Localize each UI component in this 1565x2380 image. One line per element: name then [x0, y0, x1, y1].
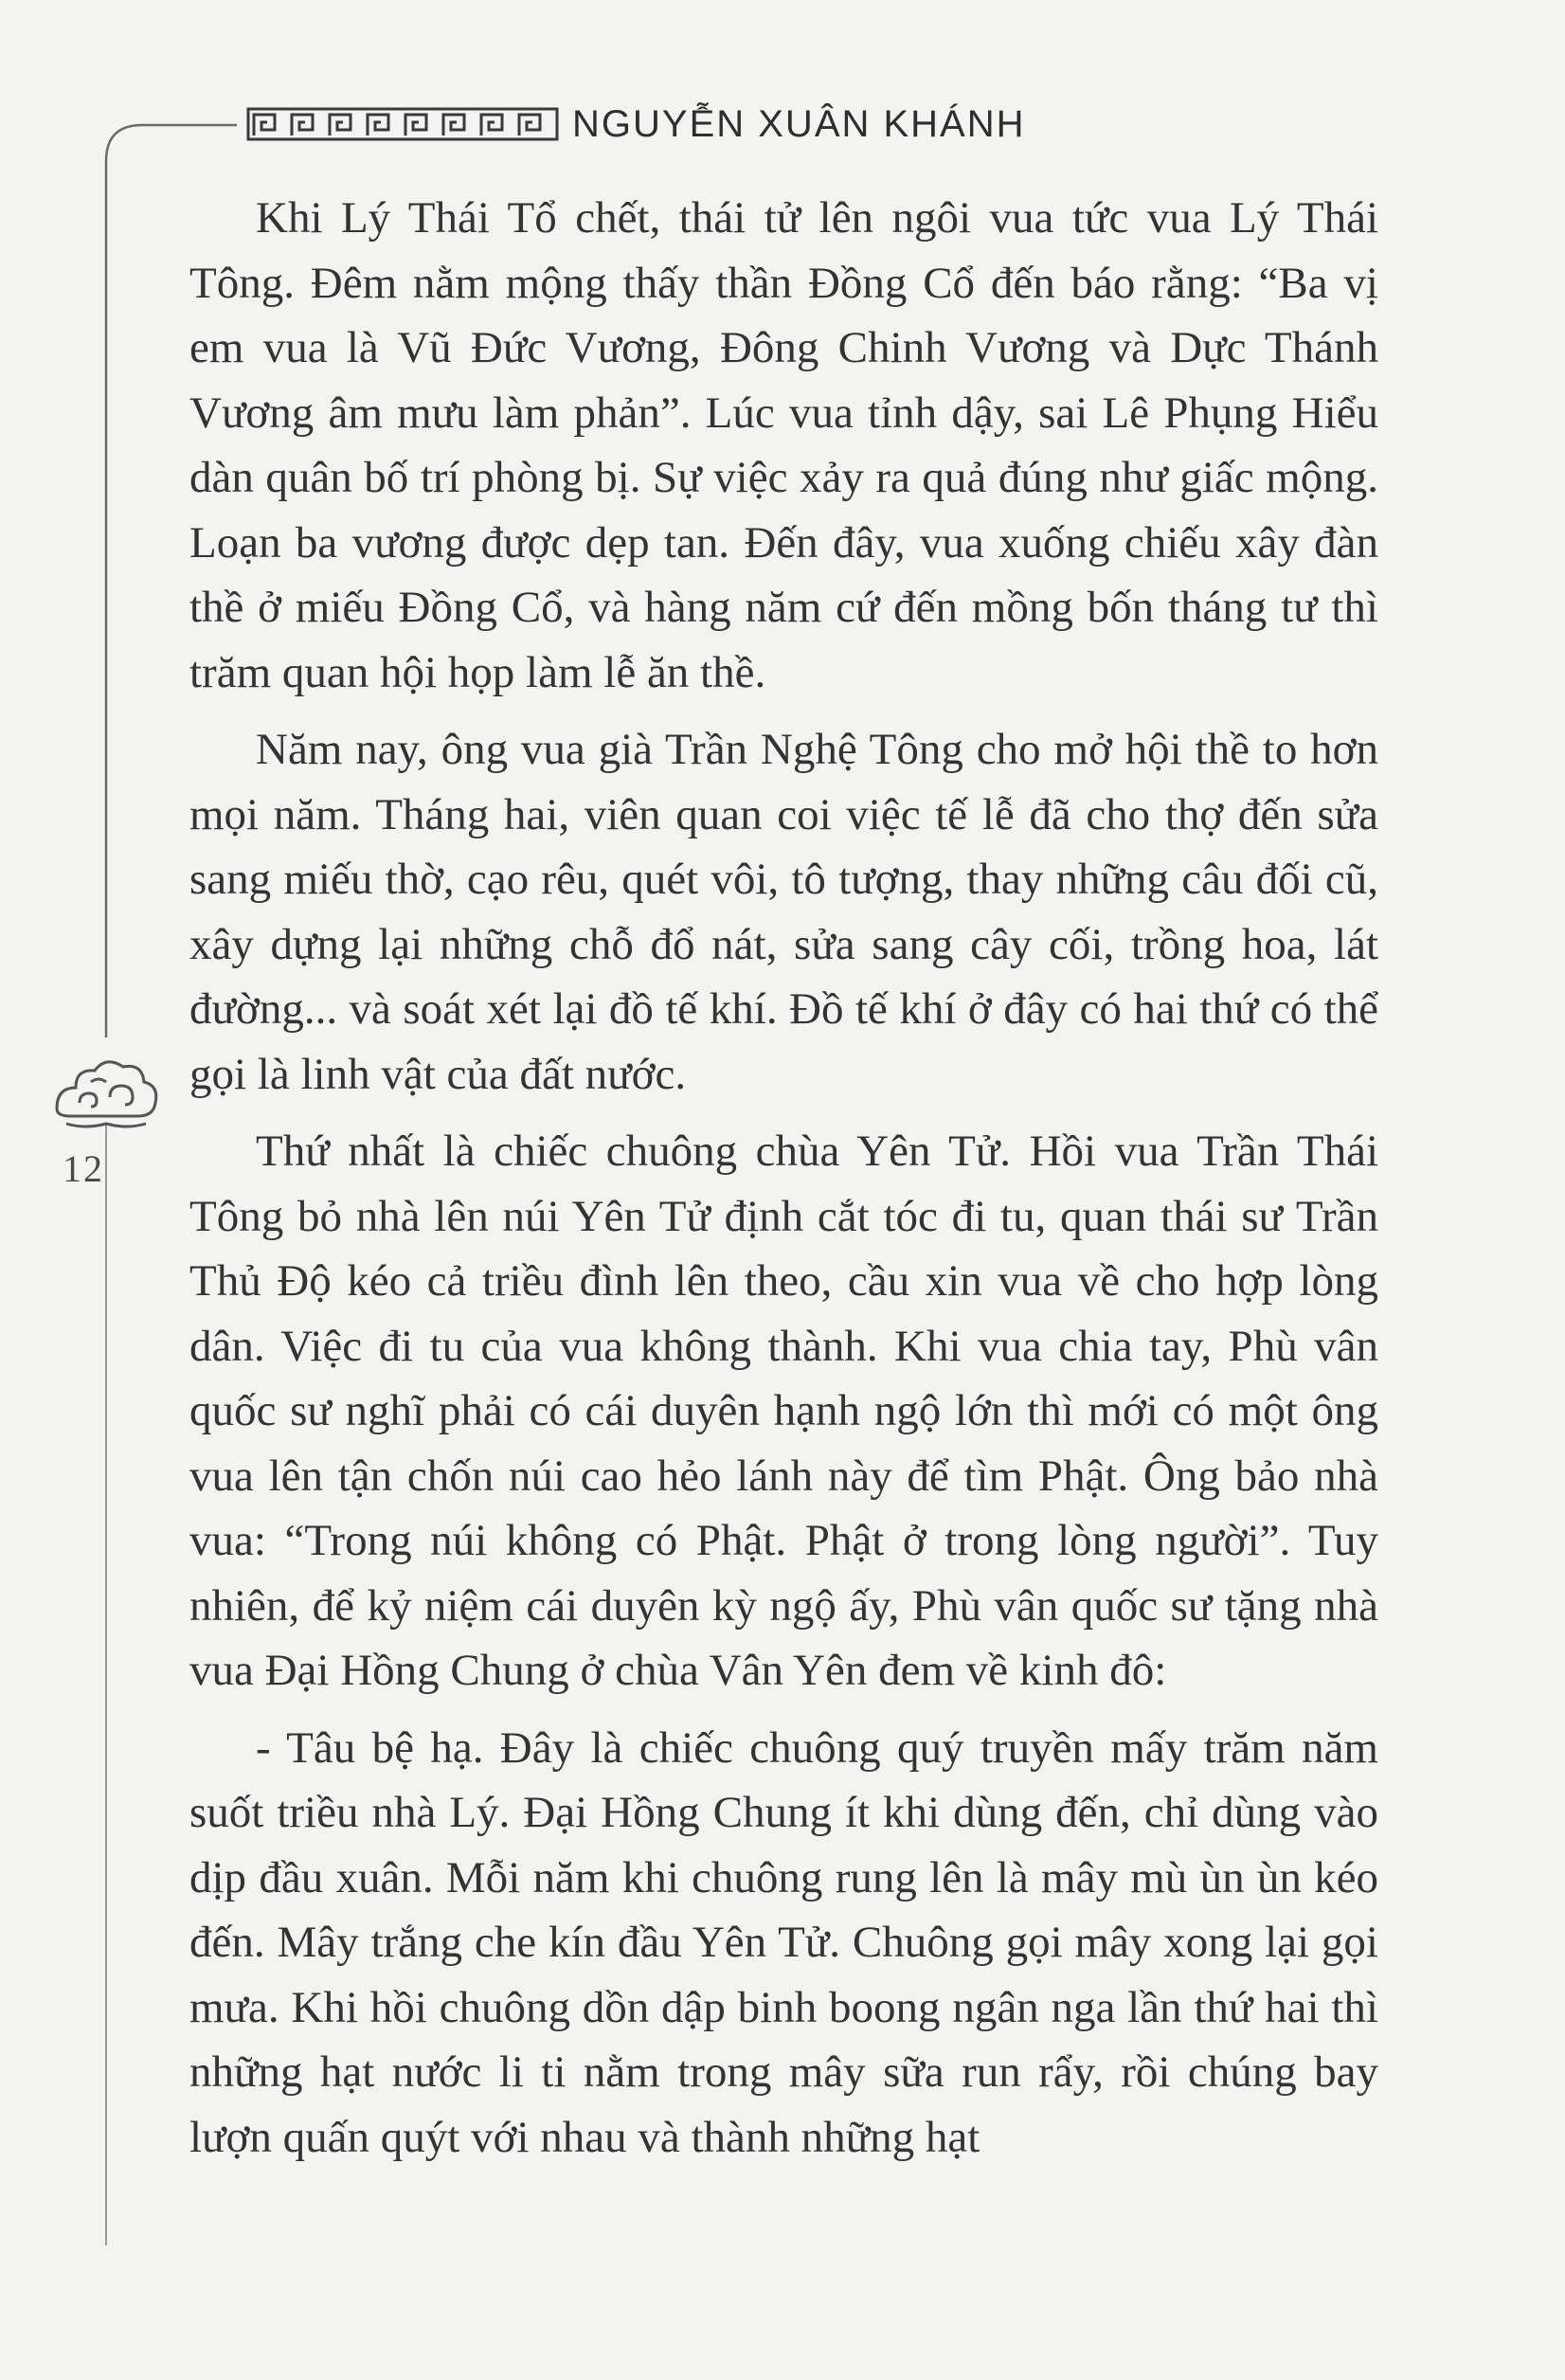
- author-name: NGUYỄN XUÂN KHÁNH: [572, 102, 1026, 145]
- running-header: [246, 100, 1026, 148]
- paragraph-4: - Tâu bệ hạ. Đây là chiếc chuông quý truyền mấy trăm năm suốt triều nhà Lý. Đại Hồng Chung ít khi dùng đến, chỉ dùng vào dịp đầu xuân. Mỗi năm khi chuông rung lên là mây mù ùn ùn kéo đến. Mây trắng che kín đầu Yên Tử. Chuông gọi mây xong lại gọi mưa. Khi hồi chuông dồn dập binh boong ngân nga lần thứ hai thì những hạt nước li ti nằm trong mây sữa run rẩy, rồi chúng bay lượn quấn quýt với nhau và thành những hạt: [189, 1722, 1378, 2162]
- paragraph-1: Khi Lý Thái Tổ chết, thái tử lên ngôi vua tức vua Lý Thái Tông. Đêm nằm mộng thấy thần Đồng Cổ đến báo rằng: “Ba vị em vua là Vũ Đức Vương, Đông Chinh Vương và Dực Thánh Vương âm mưu làm phản”. Lúc vua tỉnh dậy, sai Lê Phụng Hiểu dàn quân bố trí phòng bị. Sự việc xảy ra quả đúng như giấc mộng. Loạn ba vương được dẹp tan. Đến đây, vua xuống chiếu xây đàn thề ở miếu Đồng Cổ, và hàng năm cứ đến mồng bốn tháng tư thì trăm quan hội họp làm lễ ăn thề.: [189, 193, 1378, 697]
- paragraph-2: Năm nay, ông vua già Trần Nghệ Tông cho mở hội thề to hơn mọi năm. Tháng hai, viên quan coi việc tế lễ đã cho thợ đến sửa sang miếu thờ, cạo rêu, quét vôi, tô tượng, thay những câu đối cũ, xây dựng lại những chỗ đổ nát, sửa sang cây cối, trồng hoa, lát đường... và soát xét lại đồ tế khí. Đồ tế khí ở đây có hai thứ có thể gọi là linh vật của đất nước.: [189, 725, 1378, 1099]
- body-text: [189, 186, 1378, 2182]
- page-number: 12: [63, 1147, 104, 1190]
- greek-key-fret-icon: [246, 107, 559, 141]
- paragraph-3: Thứ nhất là chiếc chuông chùa Yên Tử. Hồi vua Trần Thái Tông bỏ nhà lên núi Yên Tử định cắt tóc đi tu, quan thái sư Trần Thủ Độ kéo cả triều đình lên theo, cầu xin vua về cho hợp lòng dân. Việc đi tu của vua không thành. Khi vua chia tay, Phù vân quốc sư nghĩ phải có cái duyên hạnh ngộ lớn thì mới có một ông vua lên tận chốn núi cao hẻo lánh này để tìm Phật. Ông bảo nhà vua: “Trong núi không có Phật. Phật ở trong lòng người”. Tuy nhiên, để kỷ niệm cái duyên kỳ ngộ ấy, Phù vân quốc sư tặng nhà vua Đại Hồng Chung ở chùa Vân Yên đem về kinh đô:: [189, 1127, 1378, 1695]
- cloud-scroll-icon: [47, 1050, 165, 1131]
